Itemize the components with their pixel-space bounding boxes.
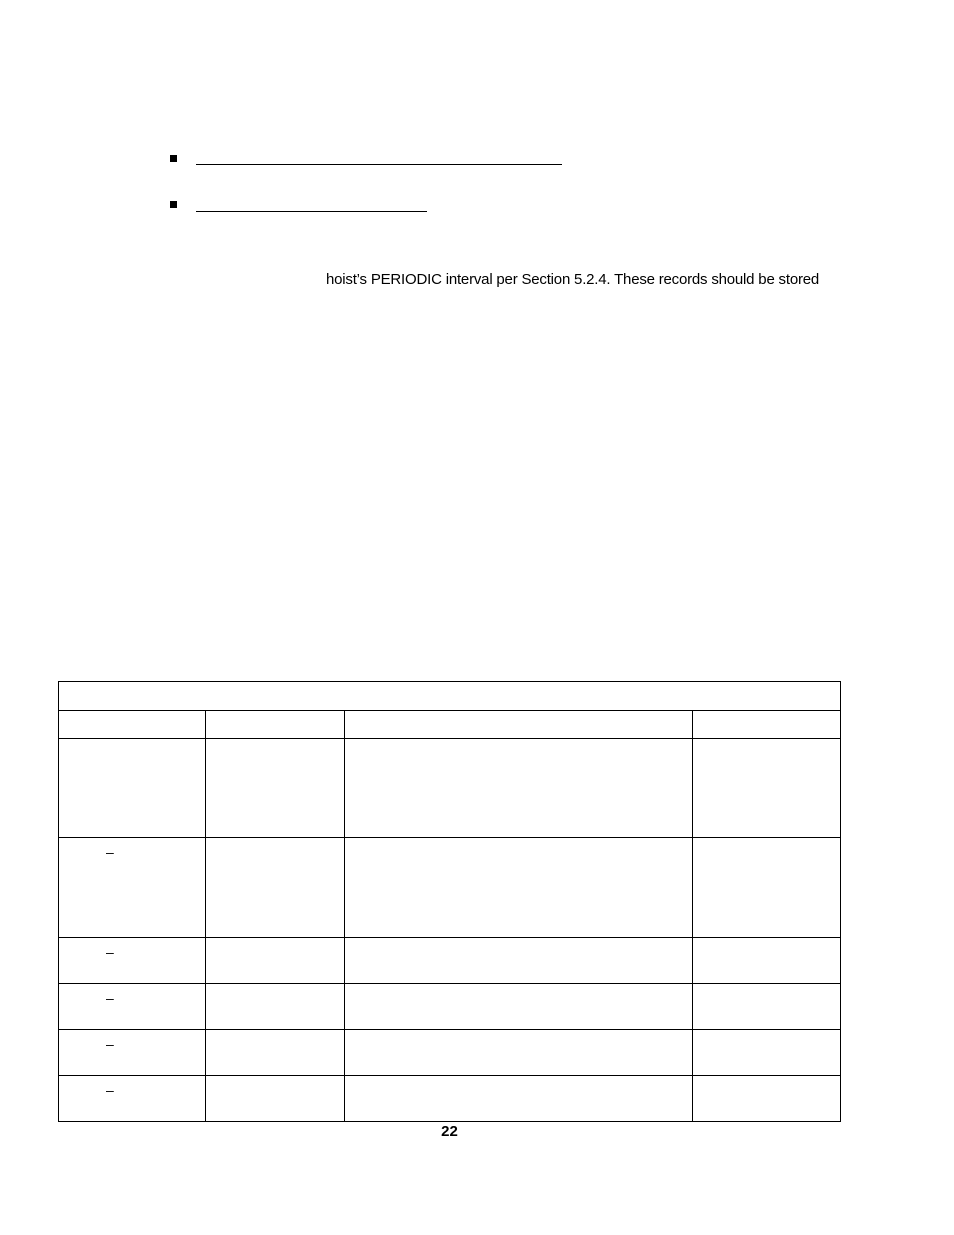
table-cell xyxy=(206,739,345,838)
table-cell xyxy=(206,838,345,938)
row-marker: – xyxy=(106,1082,114,1098)
table-cell xyxy=(59,1030,206,1076)
table-header-row xyxy=(59,711,841,739)
bullet-marker-2 xyxy=(170,201,177,208)
table-cell xyxy=(206,1030,345,1076)
inspection-table xyxy=(58,681,841,1122)
paragraph-line: hoist’s PERIODIC interval per Section 5.2.4. These records should be stored xyxy=(326,271,820,288)
table-cell xyxy=(693,1030,841,1076)
table-title xyxy=(59,682,841,711)
table-cell xyxy=(693,838,841,938)
table-cell xyxy=(59,938,206,984)
bullet-marker-1 xyxy=(170,155,177,162)
table-cell xyxy=(206,984,345,1030)
table-cell xyxy=(206,1076,345,1122)
table-row xyxy=(59,938,841,984)
table-header-cell xyxy=(206,711,345,739)
row-marker: – xyxy=(106,990,114,1006)
table-cell xyxy=(693,984,841,1030)
table-cell xyxy=(59,739,206,838)
table-cell xyxy=(59,1076,206,1122)
table-cell xyxy=(345,1076,693,1122)
row-marker: – xyxy=(106,944,114,960)
table-row xyxy=(59,984,841,1030)
table-cell xyxy=(59,984,206,1030)
table-header-cell xyxy=(345,711,693,739)
table-cell xyxy=(693,739,841,838)
row-marker xyxy=(59,739,205,745)
table-title-row xyxy=(59,682,841,711)
row-marker: – xyxy=(106,1036,114,1052)
table-cell xyxy=(345,938,693,984)
table-row xyxy=(59,838,841,938)
table-cell xyxy=(693,938,841,984)
table-row xyxy=(59,739,841,838)
table-header-cell xyxy=(59,711,206,739)
table-cell xyxy=(206,938,345,984)
page-number: 22 xyxy=(441,1123,458,1140)
row-marker: – xyxy=(106,844,114,860)
table-cell xyxy=(59,838,206,938)
table-cell xyxy=(345,838,693,938)
table-row xyxy=(59,1030,841,1076)
table-header-cell xyxy=(693,711,841,739)
table-cell xyxy=(345,1030,693,1076)
table-cell xyxy=(345,984,693,1030)
bullet-underline-1 xyxy=(196,164,562,165)
table-row xyxy=(59,1076,841,1122)
table-cell xyxy=(345,739,693,838)
bullet-underline-2 xyxy=(196,211,427,212)
table-cell xyxy=(693,1076,841,1122)
